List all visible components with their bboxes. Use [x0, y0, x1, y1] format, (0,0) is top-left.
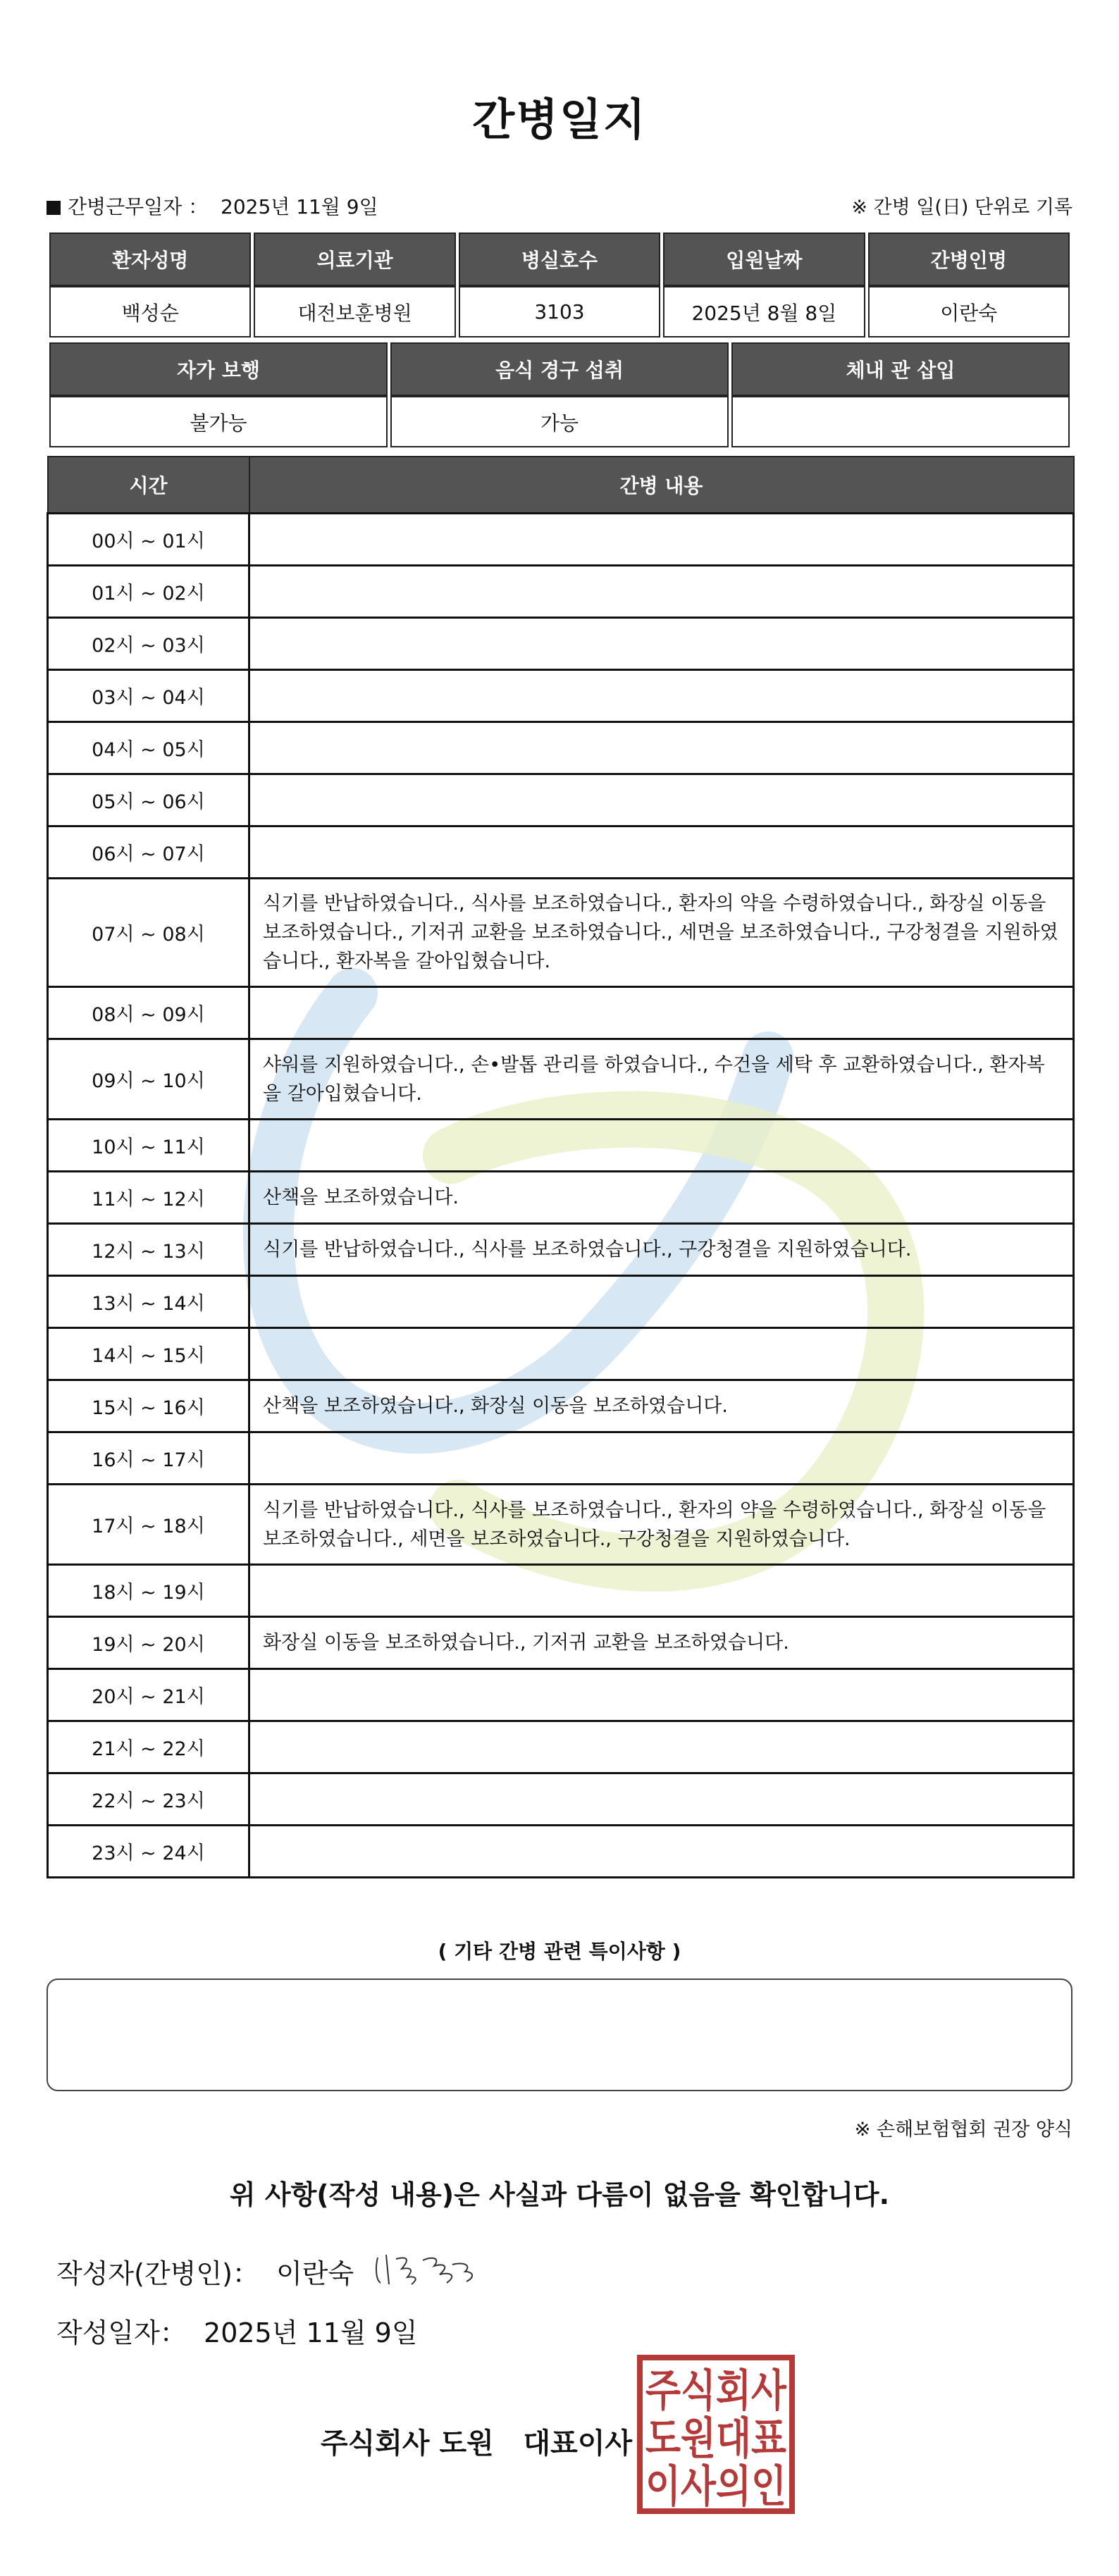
- care-content-cell: [249, 1565, 1074, 1617]
- table-row: [48, 1617, 1074, 1669]
- walking-value: 불가능: [49, 396, 388, 447]
- header-patient-name: 환자성명: [49, 233, 251, 286]
- time-cell: 07시 ~ 08시: [48, 879, 249, 987]
- time-cell: 18시 ~ 19시: [48, 1565, 249, 1617]
- write-date-line: [56, 2311, 418, 2350]
- header-care-content: 간병 내용: [249, 457, 1074, 514]
- header-room: 병실호수: [459, 233, 660, 286]
- table-row: [48, 722, 1074, 774]
- work-date-value: 2025년 11월 9일: [221, 195, 378, 218]
- time-cell: 14시 ~ 15시: [48, 1328, 249, 1380]
- time-cell: 12시 ~ 13시: [48, 1224, 249, 1276]
- table-row: [48, 1669, 1074, 1721]
- table-row: [48, 1432, 1074, 1485]
- time-cell: 02시 ~ 03시: [48, 618, 249, 670]
- care-content-cell: [249, 670, 1074, 722]
- header-walking: 자가 보행: [49, 342, 388, 396]
- hospital-name: 대전보훈병원: [254, 286, 455, 338]
- seal-line-2: 도원대표: [645, 2413, 787, 2464]
- header-caregiver: 간병인명: [868, 233, 1070, 286]
- writer-label: 작성자(간병인)：: [56, 2258, 259, 2289]
- care-content-cell: [249, 987, 1074, 1039]
- time-cell: 22시 ~ 23시: [48, 1773, 249, 1826]
- company-representative: 주식회사 도원 대표이사: [321, 2427, 633, 2460]
- table-row: [48, 514, 1074, 566]
- care-content-cell: [249, 1826, 1074, 1878]
- care-content-cell: [249, 618, 1074, 670]
- time-cell: 01시 ~ 02시: [48, 566, 249, 618]
- time-cell: 09시 ~ 10시: [48, 1039, 249, 1120]
- handwritten-signature: [373, 2248, 479, 2290]
- care-content-cell: 산책을 보조하였습니다., 화장실 이동을 보조하였습니다.: [249, 1380, 1074, 1432]
- seal-line-3: 이사의인: [645, 2460, 786, 2512]
- time-cell: 05시 ~ 06시: [48, 774, 249, 826]
- tube-insertion-value: [731, 396, 1070, 447]
- oral-intake-value: 가능: [390, 396, 729, 447]
- header-tube-insertion: 체내 관 삽입: [731, 342, 1070, 396]
- header-time: 시간: [48, 457, 249, 514]
- time-cell: 16시 ~ 17시: [48, 1432, 249, 1485]
- table-row: [48, 1328, 1074, 1380]
- patient-info-table: [47, 233, 1072, 338]
- table-row: [48, 879, 1074, 987]
- time-cell: 15시 ~ 16시: [48, 1380, 249, 1432]
- care-content-cell: 산책을 보조하였습니다.: [249, 1172, 1074, 1224]
- writer-name: 이란숙: [276, 2258, 354, 2289]
- room-number: 3103: [459, 286, 660, 338]
- remarks-box: [47, 1979, 1072, 2091]
- confirm-statement: 위 사항(작성 내용)은 사실과 다름이 없음을 확인합니다.: [229, 2179, 890, 2210]
- time-cell: 04시 ~ 05시: [48, 722, 249, 774]
- care-content-cell: [249, 722, 1074, 774]
- care-content-cell: [249, 514, 1074, 566]
- care-content-cell: [249, 566, 1074, 618]
- table-row: [48, 1773, 1074, 1826]
- table-row: [48, 1120, 1074, 1172]
- table-row: [48, 774, 1074, 826]
- table-row: [48, 566, 1074, 618]
- write-date-value: 2025년 11월 9일: [204, 2317, 418, 2348]
- table-row: [48, 1826, 1074, 1878]
- care-content-cell: [249, 1276, 1074, 1328]
- seal-line-1: 주식회사: [645, 2365, 787, 2416]
- care-content-cell: [249, 1669, 1074, 1721]
- table-row: [48, 1721, 1074, 1773]
- time-cell: 13시 ~ 14시: [48, 1276, 249, 1328]
- recommend-note: ※ 손해보험협회 권장 양식: [854, 2119, 1072, 2141]
- care-content-cell: 샤워를 지원하였습니다., 손•발톱 관리를 하였습니다., 수건을 세탁 후 교환하였습니다., 환자복을 갈아입혔습니다.: [249, 1039, 1074, 1120]
- admission-date: 2025년 8월 8일: [663, 286, 865, 338]
- condition-table: [47, 342, 1072, 447]
- care-log-table: [47, 456, 1075, 1878]
- table-row: [48, 1380, 1074, 1432]
- record-note: ※ 간병 일(日) 단위로 기록: [851, 197, 1072, 218]
- table-row: [48, 987, 1074, 1039]
- caregiver-name: 이란숙: [868, 286, 1070, 338]
- care-content-cell: [249, 1328, 1074, 1380]
- care-content-cell: 화장실 이동을 보조하였습니다., 기저귀 교환을 보조하였습니다.: [249, 1617, 1074, 1669]
- table-row: [48, 826, 1074, 879]
- time-cell: 11시 ~ 12시: [48, 1172, 249, 1224]
- work-date-label: 간병근무일자 ：: [68, 195, 209, 218]
- writer-line: [56, 2252, 354, 2291]
- time-cell: 00시 ~ 01시: [48, 514, 249, 566]
- work-date-line: [47, 192, 378, 220]
- patient-name: 백성순: [49, 286, 251, 338]
- write-date-label: 작성일자：: [56, 2317, 187, 2348]
- header-oral-intake: 음식 경구 섭취: [390, 342, 729, 396]
- care-content-cell: [249, 1432, 1074, 1485]
- document-title: 간병일지: [472, 94, 647, 145]
- time-cell: 21시 ~ 22시: [48, 1721, 249, 1773]
- company-seal: [637, 2355, 795, 2514]
- care-content-cell: 식기를 반납하였습니다., 식사를 보조하였습니다., 환자의 약을 수령하였습니다., 화장실 이동을 보조하였습니다., 기저귀 교환을 보조하였습니다., 세면을 보조하였습니다., 구강청결을 지원하였습니다., 환자복을 갈아입혔습니다.: [249, 879, 1074, 987]
- table-row: [48, 670, 1074, 722]
- table-row: [48, 1485, 1074, 1565]
- remarks-title: ( 기타 간병 관련 특이사항 ): [438, 1940, 681, 1963]
- table-row: [48, 1039, 1074, 1120]
- time-cell: 08시 ~ 09시: [48, 987, 249, 1039]
- square-bullet-icon: [47, 201, 61, 215]
- table-row: [48, 1224, 1074, 1276]
- care-content-cell: [249, 1721, 1074, 1773]
- time-cell: 06시 ~ 07시: [48, 826, 249, 879]
- care-content-cell: [249, 1773, 1074, 1826]
- care-content-cell: [249, 774, 1074, 826]
- table-row: [48, 1565, 1074, 1617]
- header-hospital: 의료기관: [254, 233, 455, 286]
- table-row: [48, 1172, 1074, 1224]
- table-row: [48, 618, 1074, 670]
- care-content-cell: [249, 1120, 1074, 1172]
- time-cell: 23시 ~ 24시: [48, 1826, 249, 1878]
- time-cell: 19시 ~ 20시: [48, 1617, 249, 1669]
- care-content-cell: 식기를 반납하였습니다., 식사를 보조하였습니다., 구강청결을 지원하였습니다.: [249, 1224, 1074, 1276]
- time-cell: 03시 ~ 04시: [48, 670, 249, 722]
- care-content-cell: [249, 826, 1074, 879]
- care-content-cell: 식기를 반납하였습니다., 식사를 보조하였습니다., 환자의 약을 수령하였습니다., 화장실 이동을 보조하였습니다., 세면을 보조하였습니다., 구강청결을 지원하였습니다.: [249, 1485, 1074, 1565]
- table-row: [48, 1276, 1074, 1328]
- time-cell: 17시 ~ 18시: [48, 1485, 249, 1565]
- time-cell: 10시 ~ 11시: [48, 1120, 249, 1172]
- header-admission-date: 입원날짜: [663, 233, 865, 286]
- time-cell: 20시 ~ 21시: [48, 1669, 249, 1721]
